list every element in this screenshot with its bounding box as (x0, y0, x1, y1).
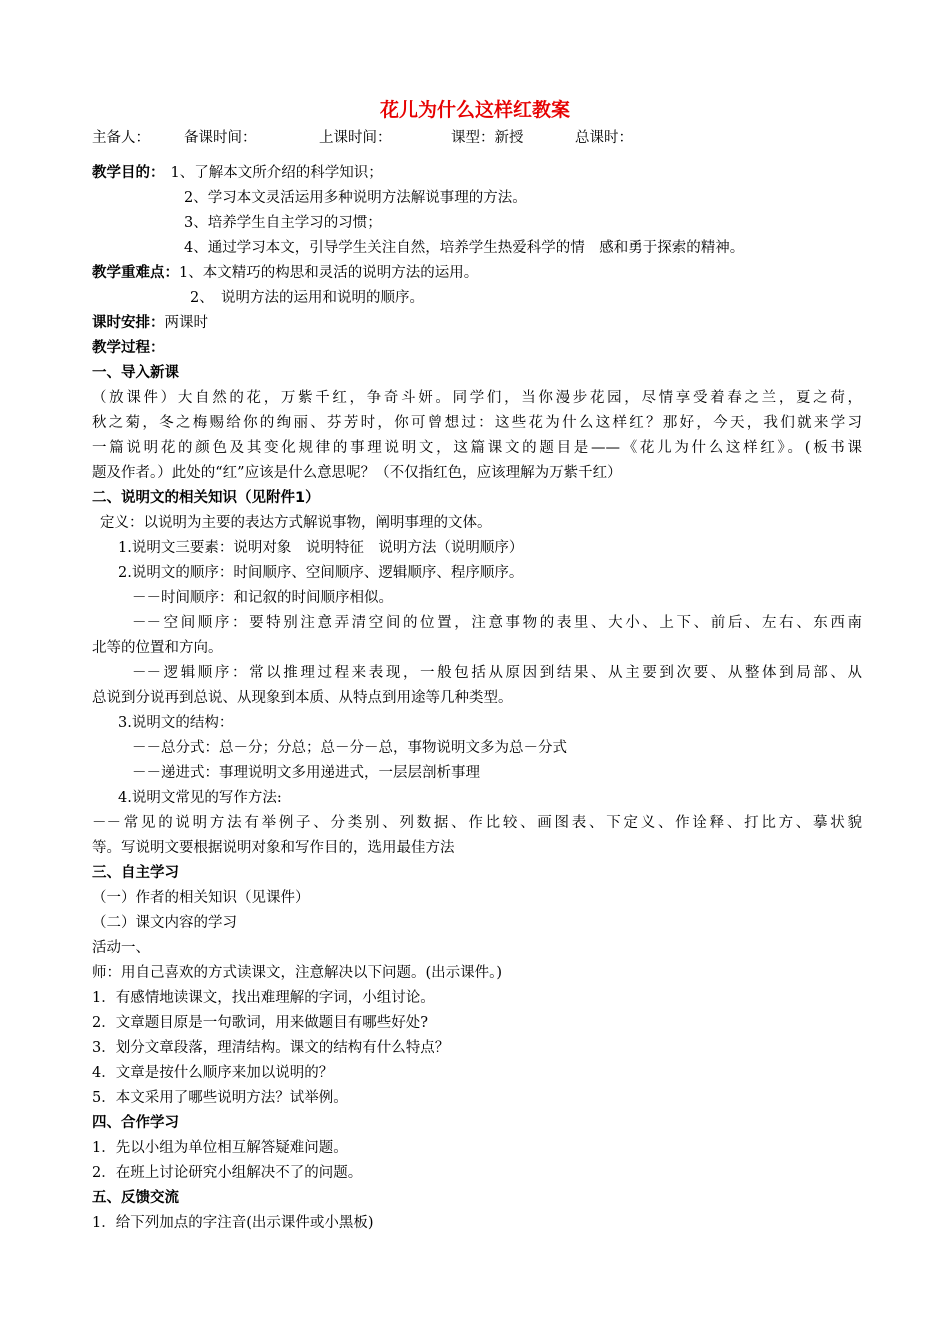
objective-item: 3、培养学生自主学习的习惯； (184, 215, 382, 231)
intro-paragraph-line: 题及作者。）此处的“红”应该是什么意思呢？（不仅指红色，应该理解为万紫千红） (92, 465, 622, 481)
structure-total-line: －－总分式：总－分；分总；总－分－总，事物说明文多为总－分式 (132, 740, 567, 756)
schedule-value: 两课时 (164, 315, 208, 331)
objectives-label: 教学目的： (92, 165, 165, 181)
meta-lesson-type: 课型：新授 (451, 130, 524, 146)
methods-detail-line: －－常见的说明方法有举例子、分类别、列数据、作比较、画图表、下定义、作诠释、打比方、摹状貌 (92, 815, 862, 831)
order-line: 2.说明文的顺序：时间顺序、空间顺序、逻辑顺序、程序顺序。 (118, 565, 524, 581)
structure-progress-line: －－递进式：事理说明文多用递进式，一层层剖析事理 (132, 765, 480, 781)
space-order-line: －－空间顺序：要特别注意弄清空间的位置，注意事物的表里、大小、上下、前后、左右、东西南 (132, 615, 862, 631)
activity-label: 活动一、 (92, 940, 150, 956)
logic-order-line: 总说到分说再到总说、从现象到本质、从特点到用途等几种类型。 (92, 690, 513, 706)
cooperation-item: 1．先以小组为单位相互解答疑难问题。 (92, 1140, 348, 1156)
self-study-sub-author: （一）作者的相关知识（见课件） (92, 890, 310, 906)
question-item: 3．划分文章段落，理清结构。课文的结构有什么特点？ (92, 1040, 450, 1056)
cooperation-item: 2．在班上讨论研究小组解决不了的问题。 (92, 1165, 363, 1181)
lesson-meta-row (92, 128, 633, 148)
definition-line: 定义：以说明为主要的表达方式解说事物，阐明事理的文体。 (100, 515, 492, 531)
key-point-item: 2、 说明方法的运用和说明的顺序。 (190, 290, 424, 306)
section-heading-cooperation: 四、合作学习 (92, 1115, 179, 1131)
methods-detail-line: 等。写说明文要根据说明对象和写作目的，选用最佳方法 (92, 840, 455, 856)
question-item: 5．本文采用了哪些说明方法？试举例。 (92, 1090, 348, 1106)
meta-total-hours: 总课时： (575, 130, 633, 146)
section-heading-feedback: 五、反馈交流 (92, 1190, 179, 1206)
elements-line: 1.说明文三要素：说明对象 说明特征 说明方法（说明顺序） (118, 540, 524, 556)
intro-paragraph-line: （放课件）大自然的花，万紫千红，争奇斗妍。同学们，当你漫步花园，尽情享受着春之兰，夏之荷， (92, 390, 862, 406)
section-heading-self-study: 三、自主学习 (92, 865, 179, 881)
key-point-item: 1、本文精巧的构思和灵活的说明方法的运用。 (179, 265, 479, 281)
self-study-sub-content: （二）课文内容的学习 (92, 915, 237, 931)
question-item: 1．有感情地读课文，找出难理解的字词，小组讨论。 (92, 990, 435, 1006)
question-item: 4．文章是按什么顺序来加以说明的？ (92, 1065, 334, 1081)
teacher-instruction: 师：用自己喜欢的方式读课文，注意解决以下问题。(出示课件。) (92, 965, 503, 981)
section-heading-intro: 一、导入新课 (92, 365, 179, 381)
key-points-row (92, 263, 862, 283)
section-heading-knowledge: 二、说明文的相关知识（见附件1） (92, 490, 320, 506)
logic-order-line: －－逻辑顺序：常以推理过程来表现，一般包括从原因到结果、从主要到次要、从整体到局部、从 (132, 665, 862, 681)
intro-paragraph-line: 秋之菊，冬之梅赐给你的绚丽、芬芳时，你可曾想过：这些花为什么这样红？那好，今天，我们就来学习 (92, 415, 862, 431)
schedule-row (92, 313, 862, 333)
document-title: 花儿为什么这样红教案 (379, 99, 570, 121)
structure-line: 3.说明文的结构： (118, 715, 234, 731)
objective-item: 4、通过学习本文，引导学生关注自然，培养学生热爱科学的情 感和勇于探索的精神。 (184, 240, 745, 256)
schedule-label: 课时安排： (92, 315, 165, 331)
objectives-row (92, 163, 862, 183)
time-order-line: －－时间顺序：和记叙的时间顺序相似。 (132, 590, 393, 606)
methods-line: 4.说明文常见的写作方法: (118, 790, 282, 806)
space-order-line: 北等的位置和方向。 (92, 640, 223, 656)
meta-class-time: 上课时间： (319, 130, 392, 146)
meta-prep-time: 备课时间： (184, 130, 257, 146)
question-item: 2．文章题目原是一句歌词，用来做题目有哪些好处? (92, 1015, 428, 1031)
objective-item: 1、了解本文所介绍的科学知识； (170, 165, 383, 181)
intro-paragraph-line: 一篇说明花的颜色及其变化规律的事理说明文，这篇课文的题目是——《花儿为什么这样红》。(板书课 (92, 440, 862, 456)
feedback-item: 1．给下列加点的字注音(出示课件或小黑板) (92, 1215, 374, 1231)
meta-preparer: 主备人： (92, 130, 150, 146)
key-points-label: 教学重难点： (92, 265, 179, 281)
objective-item: 2、学习本文灵活运用多种说明方法解说事理的方法。 (184, 190, 527, 206)
process-label: 教学过程： (92, 340, 165, 356)
